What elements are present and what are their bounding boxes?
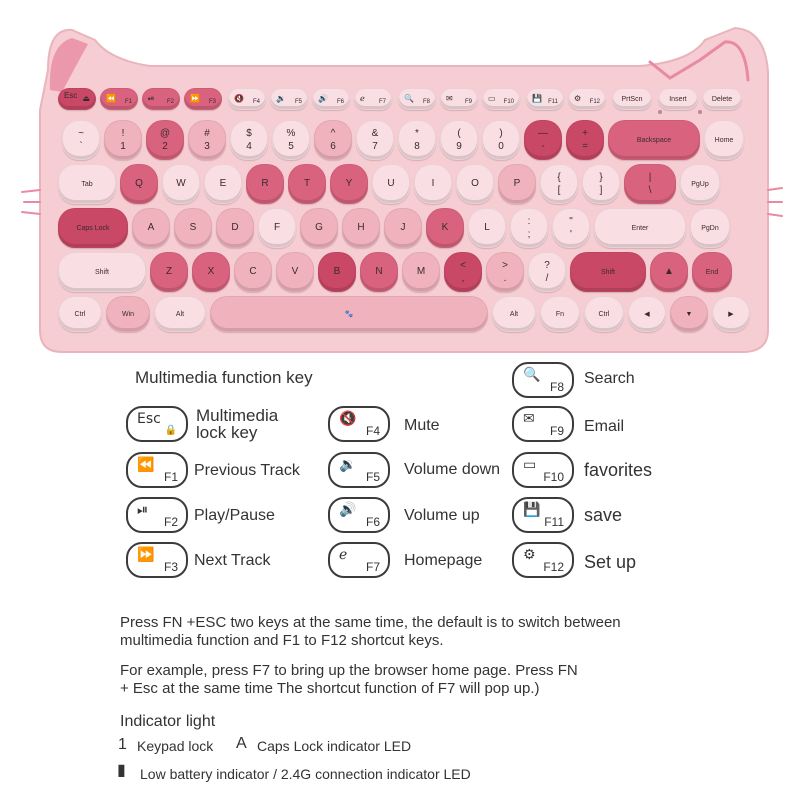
key-y[interactable]: [330, 164, 368, 204]
lock-icon: 🔒: [164, 425, 177, 436]
key-legend: Y: [345, 178, 353, 189]
function-key-icon: ⏯: [148, 94, 155, 103]
key-n[interactable]: [360, 252, 398, 292]
caps-lock-label: Caps Lock indicator LED: [257, 738, 412, 754]
key-f9[interactable]: [440, 88, 478, 110]
key-top-legend: &: [371, 127, 379, 139]
function-key-label: Insert: [669, 95, 687, 103]
key-top-legend: %: [286, 127, 296, 139]
key-legend: PgUp: [691, 180, 709, 188]
function-key-icon: 🔊: [318, 94, 328, 103]
legend-label: Next Track: [194, 552, 271, 569]
key-top-legend: ^: [330, 127, 336, 139]
key-legend: ▲: [664, 266, 674, 277]
function-key-icon: 💾: [532, 94, 542, 103]
legend-label: Volume down: [404, 461, 501, 478]
key-top-legend: *: [415, 127, 419, 139]
key-f7[interactable]: [354, 88, 392, 110]
key-top-legend: ~: [78, 127, 84, 139]
key-f12[interactable]: [568, 88, 606, 110]
key-bottom-legend: 1: [120, 140, 126, 152]
legend-label: Previous Track: [194, 462, 300, 479]
key-esc[interactable]: [58, 88, 96, 110]
function-symbol-icon: ✉: [523, 411, 535, 427]
key-bottom-legend: 7: [372, 140, 378, 152]
key-legend: Win: [121, 310, 135, 318]
function-key-icon: ℯ: [360, 94, 365, 103]
key-legend: Fn: [555, 310, 565, 318]
function-symbol-icon: ⏪: [137, 457, 155, 473]
key-bottom-legend: 4: [246, 140, 252, 152]
key-pgup[interactable]: [680, 164, 720, 204]
key-bottom-legend: 6: [330, 140, 336, 152]
key-f5[interactable]: [270, 88, 308, 110]
key-ctrl[interactable]: [58, 296, 102, 332]
function-key-name: F9: [549, 424, 564, 438]
key-top-legend: —: [538, 127, 548, 139]
function-key-name: F12: [543, 560, 564, 574]
key-legend: Enter: [631, 224, 649, 232]
function-key-name: F2: [163, 515, 178, 529]
key-key[interactable]: [524, 120, 562, 160]
key-legend: ▼: [685, 310, 693, 318]
note-line-2: multimedia function and F1 to F12 shortcut keys.: [120, 632, 444, 649]
key-x[interactable]: [192, 252, 230, 292]
key-shift[interactable]: [58, 252, 146, 292]
function-key-name: F4: [365, 424, 380, 438]
key-k[interactable]: [426, 208, 464, 248]
key-legend: U: [387, 178, 395, 189]
function-key-icon: ✉: [446, 94, 453, 103]
legend-label: Multimedia lock key: [196, 406, 279, 442]
key-legend: F: [273, 222, 281, 233]
key-key[interactable]: [230, 120, 268, 160]
key-fn[interactable]: [540, 296, 580, 332]
function-symbol-icon: ℯ: [339, 547, 348, 563]
key-t[interactable]: [288, 164, 326, 204]
key-legend: M: [416, 266, 426, 277]
key-legend: Ctrl: [74, 310, 86, 318]
key-key[interactable]: [188, 120, 226, 160]
key-legend: PgDn: [701, 224, 719, 232]
key-insert[interactable]: [658, 88, 698, 110]
key-key[interactable]: [104, 120, 142, 160]
key-bottom-legend: =: [582, 140, 588, 152]
legend-label: save: [584, 505, 623, 525]
key-alt[interactable]: [492, 296, 536, 332]
function-key-label: F10: [503, 99, 514, 105]
key-key[interactable]: [528, 252, 566, 292]
legend-key-icon-f1: [126, 452, 188, 488]
key-i[interactable]: [414, 164, 452, 204]
battery-indicator-label: Low battery indicator / 2.4G connection indicator LED: [140, 766, 471, 782]
key-q[interactable]: [120, 164, 158, 204]
function-key-label: Esc: [64, 91, 78, 100]
key-legend: J: [400, 222, 406, 233]
key-bottom-legend: 3: [204, 140, 210, 152]
battery-icon: ▮: [117, 760, 126, 779]
legend-label: Play/Pause: [194, 507, 275, 524]
key-top-legend: <: [460, 259, 466, 271]
key-v[interactable]: [276, 252, 314, 292]
key-legend: V: [291, 266, 299, 277]
key-legend: Shift: [600, 268, 615, 276]
key-legend: ▶: [728, 310, 734, 318]
legend-label: Search: [584, 370, 635, 387]
key-backspace[interactable]: [608, 120, 700, 160]
legend-label: Homepage: [404, 552, 483, 569]
key-g[interactable]: [300, 208, 338, 248]
key-delete[interactable]: [702, 88, 742, 110]
key-bottom-legend: \: [648, 184, 652, 196]
function-key-icon: ▭: [488, 94, 496, 103]
legend-label: favorites: [584, 460, 653, 480]
key-legend: Backspace: [636, 136, 672, 144]
legend-key-icon-f9: [512, 406, 574, 442]
function-key-icon: ⏩: [190, 94, 200, 103]
key-legend: Tab: [81, 180, 93, 188]
key-bottom-legend: .: [503, 272, 507, 284]
legend-key-icon-f3: [126, 542, 188, 578]
key-key[interactable]: [540, 164, 578, 204]
function-symbol-icon: 🔊: [339, 502, 357, 518]
key-key[interactable]: [398, 120, 436, 160]
function-key-icon: ⏪: [106, 94, 116, 103]
function-symbol-icon: ⏩: [137, 547, 155, 563]
caps-lock-symbol: A: [236, 735, 247, 752]
key-key[interactable]: [566, 120, 604, 160]
key-top-legend: ": [569, 215, 573, 227]
key-legend: Q: [135, 178, 143, 189]
key-key[interactable]: [146, 120, 184, 160]
key-s[interactable]: [174, 208, 212, 248]
key-f4[interactable]: [228, 88, 266, 110]
key-top-legend: {: [557, 171, 561, 183]
key-key[interactable]: [444, 252, 482, 292]
key-p[interactable]: [498, 164, 536, 204]
key-key[interactable]: [486, 252, 524, 292]
function-key-name: F8: [549, 380, 564, 394]
key-legend: 🐾: [344, 310, 354, 318]
key-h[interactable]: [342, 208, 380, 248]
note-line-3: For example, press F7 to bring up the browser home page. Press FN: [120, 662, 578, 679]
function-key-label: F1: [124, 99, 132, 105]
key-legend: N: [375, 266, 383, 277]
key-bottom-legend: [: [557, 184, 561, 196]
function-key-name: F6: [365, 515, 380, 529]
key-f11[interactable]: [526, 88, 564, 110]
key-key[interactable]: [440, 120, 478, 160]
key-legend: I: [431, 178, 435, 189]
key-key[interactable]: [628, 296, 666, 332]
key-bottom-legend: ,: [461, 272, 465, 284]
legend-key-icon-f10: [512, 452, 574, 488]
key-top-legend: @: [159, 127, 171, 139]
function-key-icon: ⚙: [574, 94, 582, 103]
key-legend: H: [357, 222, 365, 233]
legend-key-icon-f4: [328, 406, 390, 442]
key-win[interactable]: [106, 296, 150, 332]
key-top-legend: >: [502, 259, 508, 271]
key-o[interactable]: [456, 164, 494, 204]
function-symbol-icon: ⚙: [523, 547, 536, 563]
key-top-legend: ): [499, 127, 503, 139]
function-key-label: F5: [294, 99, 302, 105]
key-f10[interactable]: [482, 88, 520, 110]
key-legend: Ctrl: [598, 310, 610, 318]
note-line-4: + Esc at the same time The shortcut function of F7 will pop up.): [120, 680, 540, 697]
function-key-name: F3: [163, 560, 178, 574]
function-key-icon: ⏏: [82, 94, 90, 103]
key-f1[interactable]: [100, 88, 138, 110]
key-bottom-legend: 5: [288, 140, 294, 152]
key-legend: K: [441, 222, 449, 233]
key-bottom-legend: 2: [162, 140, 168, 152]
key-d[interactable]: [216, 208, 254, 248]
key-end[interactable]: [692, 252, 732, 292]
legend-key-icon-f6: [328, 497, 390, 533]
key-j[interactable]: [384, 208, 422, 248]
key-key[interactable]: [62, 120, 100, 160]
key-key[interactable]: [552, 208, 590, 248]
key-legend: E: [219, 178, 227, 189]
key-f3[interactable]: [184, 88, 222, 110]
key-bottom-legend: `: [79, 140, 83, 152]
key-home[interactable]: [704, 120, 744, 160]
legend-key-icon-f8: [512, 362, 574, 398]
key-c[interactable]: [234, 252, 272, 292]
key-bottom-legend: 8: [414, 140, 420, 152]
key-caps-lock[interactable]: [58, 208, 128, 248]
keypad-lock-symbol: 1: [118, 736, 127, 753]
key-top-legend: }: [599, 171, 603, 183]
key-f6[interactable]: [312, 88, 350, 110]
legend-label: Mute: [404, 417, 440, 434]
key-legend: S: [189, 222, 197, 233]
function-key-label: F8: [422, 99, 430, 105]
key-key[interactable]: [482, 120, 520, 160]
function-key-label: F7: [378, 99, 386, 105]
function-key-label: F11: [548, 99, 558, 105]
function-key-name: F11: [544, 515, 564, 529]
key-tab[interactable]: [58, 164, 116, 204]
key-legend: Alt: [175, 310, 185, 318]
function-key-label: F12: [589, 99, 600, 105]
note-line-1: Press FN +ESC two keys at the same time, the default is to switch between: [120, 614, 621, 631]
function-key-icon: 🔍: [404, 94, 414, 103]
key-legend: A: [147, 222, 155, 233]
key-top-legend: #: [204, 127, 210, 139]
key-legend: T: [303, 178, 311, 189]
legend-key-icon-f5: [328, 452, 390, 488]
key-legend: Z: [165, 266, 173, 277]
key-legend: End: [705, 268, 719, 276]
key-bottom-legend: 9: [456, 140, 462, 152]
function-symbol-icon: 🔍: [523, 367, 541, 383]
key-legend: O: [471, 178, 479, 189]
function-key-name: F1: [163, 470, 178, 484]
key-top-legend: |: [648, 171, 652, 183]
key-l[interactable]: [468, 208, 506, 248]
key-ctrl[interactable]: [584, 296, 624, 332]
key-legend: G: [315, 222, 323, 233]
function-key-name: F7: [365, 560, 380, 574]
key-legend: L: [484, 222, 490, 233]
key-legend: R: [261, 178, 269, 189]
key-e[interactable]: [204, 164, 242, 204]
esc-label: Esc: [137, 411, 161, 427]
key-legend: C: [249, 266, 257, 277]
key-u[interactable]: [372, 164, 410, 204]
key-legend: W: [176, 178, 186, 189]
key-top-legend: !: [121, 127, 125, 139]
legend-key-icon-esc: [126, 406, 188, 442]
key-key[interactable]: [712, 296, 750, 332]
function-key-label: F9: [464, 99, 472, 105]
key-enter[interactable]: [594, 208, 686, 248]
key-bottom-legend: /: [545, 272, 549, 284]
key-key[interactable]: [510, 208, 548, 248]
legend-key-icon-f7: [328, 542, 390, 578]
key-key[interactable]: [272, 120, 310, 160]
key-key[interactable]: [582, 164, 620, 204]
function-key-label: Delete: [711, 95, 733, 103]
key-bottom-legend: ;: [527, 228, 531, 240]
function-symbol-icon: ▭: [523, 457, 537, 473]
keypad-lock-label: Keypad lock: [137, 738, 214, 754]
key-top-legend: $: [246, 127, 252, 139]
function-key-name: F5: [365, 470, 380, 484]
key-top-legend: +: [582, 127, 588, 139]
key-legend: B: [333, 266, 341, 277]
key-pgdn[interactable]: [690, 208, 730, 248]
key-key[interactable]: [650, 252, 688, 292]
key-legend: Alt: [509, 310, 519, 318]
key-prtscn[interactable]: [612, 88, 652, 110]
key-legend: Caps Lock: [76, 224, 110, 232]
key-legend: Shift: [94, 268, 109, 276]
legend-label: Email: [584, 418, 625, 435]
function-symbol-icon: 💾: [523, 502, 541, 518]
keyboard-image: [0, 0, 800, 360]
key-key[interactable]: [624, 164, 676, 204]
key-top-legend: :: [527, 215, 531, 227]
key-f2[interactable]: [142, 88, 180, 110]
legend-key-icon-f11: [512, 497, 574, 533]
indicator-title: Indicator light: [120, 713, 216, 730]
legend-title: Multimedia function key: [135, 368, 313, 387]
key-r[interactable]: [246, 164, 284, 204]
key-legend: ◀: [644, 310, 650, 318]
legend-label: Set up: [584, 552, 637, 572]
key-bottom-legend: 0: [498, 140, 504, 152]
key-key[interactable]: [314, 120, 352, 160]
key-legend: D: [231, 222, 239, 233]
key-z[interactable]: [150, 252, 188, 292]
function-key-icon: 🔇: [234, 94, 244, 103]
function-symbol-icon: ⏯: [137, 502, 149, 518]
key-top-legend: ?: [544, 259, 550, 271]
function-key-label: PrtScn: [621, 95, 643, 103]
key-w[interactable]: [162, 164, 200, 204]
key-a[interactable]: [132, 208, 170, 248]
function-key-icon: 🔉: [276, 94, 286, 103]
key-bottom-legend: -: [541, 140, 545, 152]
key-key[interactable]: [670, 296, 708, 332]
function-key-label: F4: [252, 99, 260, 105]
legend-label: Volume up: [404, 507, 480, 524]
key-alt[interactable]: [154, 296, 206, 332]
key-top-legend: (: [457, 127, 461, 139]
function-symbol-icon: 🔇: [339, 411, 357, 427]
key-b[interactable]: [318, 252, 356, 292]
legend-key-icon-f2: [126, 497, 188, 533]
key-legend: Home: [714, 136, 734, 144]
key-legend: X: [207, 266, 215, 277]
function-symbol-icon: 🔉: [339, 457, 357, 473]
key-bottom-legend: ]: [599, 184, 603, 196]
key-f[interactable]: [258, 208, 296, 248]
key-shift[interactable]: [570, 252, 646, 292]
function-key-label: F6: [336, 99, 344, 105]
function-key-label: F3: [208, 99, 216, 105]
key-legend: P: [513, 178, 521, 189]
key-spacebar[interactable]: [210, 296, 488, 332]
key-key[interactable]: [356, 120, 394, 160]
function-key-name: F10: [543, 470, 564, 484]
function-key-label: F2: [166, 99, 174, 105]
key-f8[interactable]: [398, 88, 436, 110]
legend-key-icon-f12: [512, 542, 574, 578]
key-m[interactable]: [402, 252, 440, 292]
key-bottom-legend: ': [570, 228, 572, 240]
